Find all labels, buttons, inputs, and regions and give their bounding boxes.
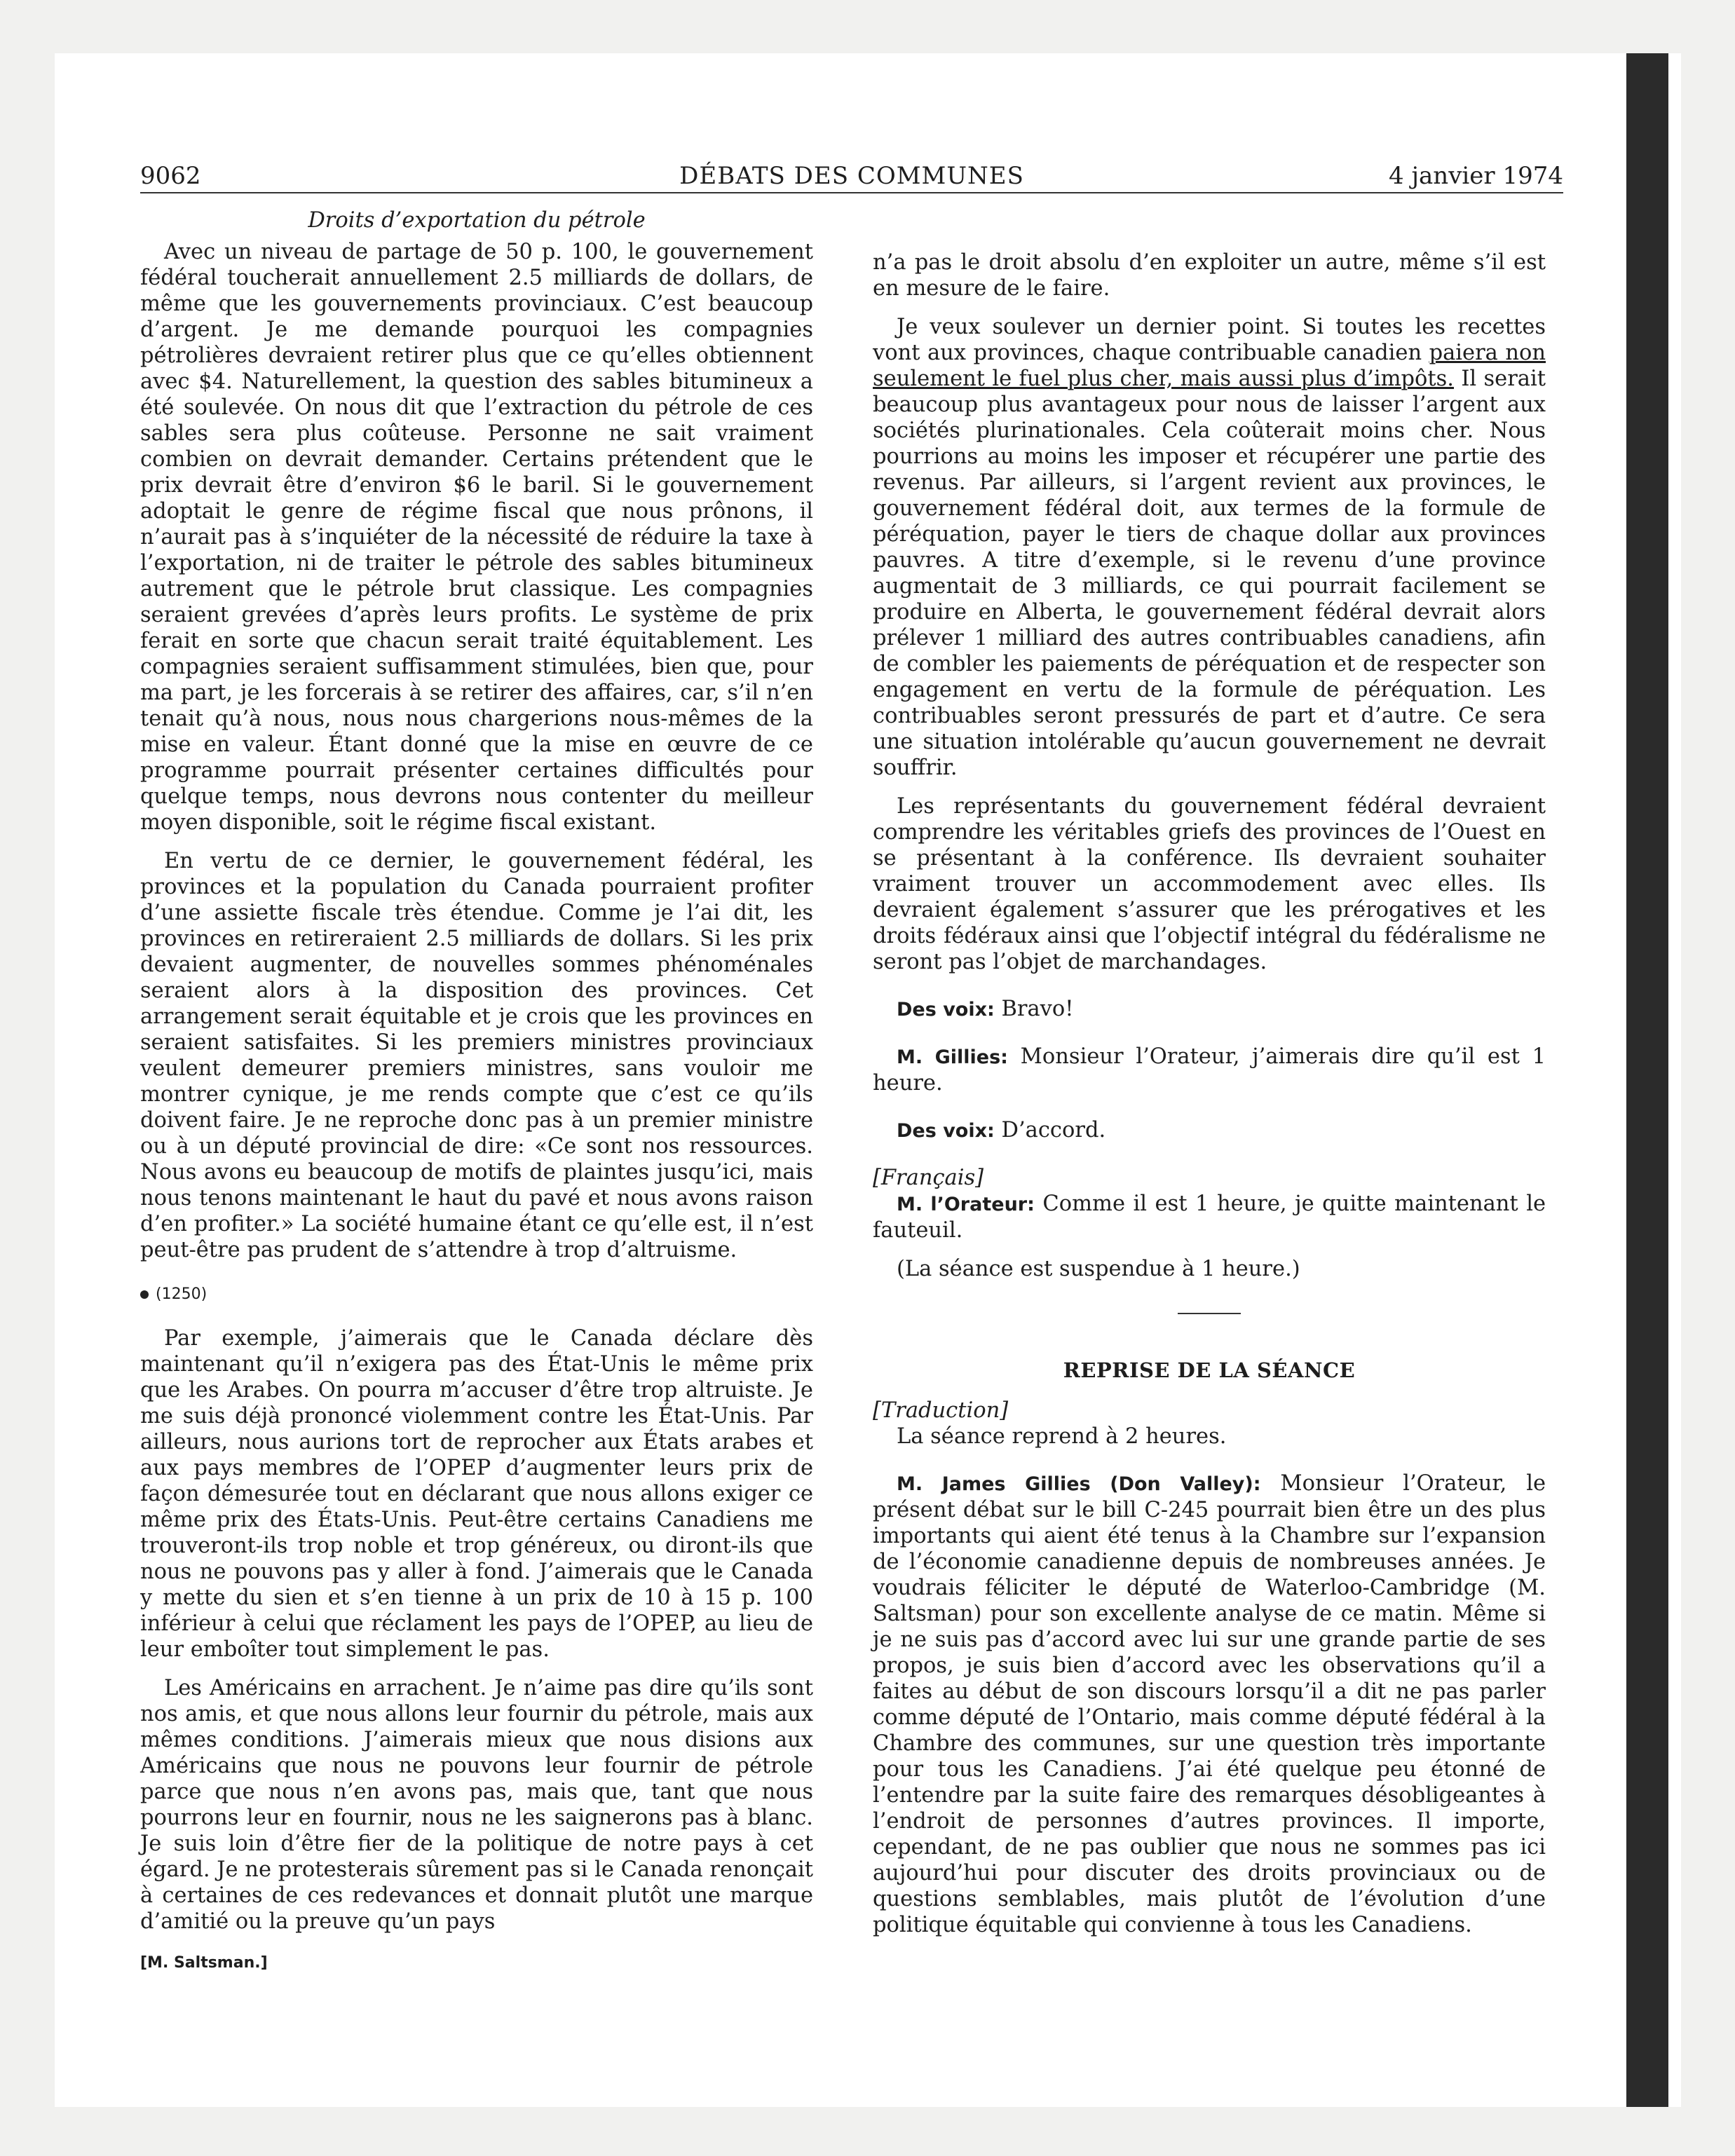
interjection-voices-1 bbox=[873, 996, 1546, 1023]
speech-text: Comme il est 1 heure, je quitte maintenant le fauteuil. bbox=[873, 1192, 1546, 1243]
section-title: Droits d’exportation du pétrole bbox=[308, 208, 646, 233]
right-column bbox=[873, 250, 1546, 1938]
left-paragraph-1: Avec un niveau de partage de 50 p. 100, le gouvernement fédéral toucherait annuellement 2.5 milliards de dollars, de même que les gouvernements provinciaux. C’est beaucoup d’argent. Je me demande pourquoi les compagnies pétrolières devraient retirer plus que ce qu’elles obtiennent avec $4. Naturellement, la question des sables bitumineux a été soulevée. On nous dit que l’extraction du pétrole de ces sables sera plus coûteuse. Personne ne sait vraiment combien on devrait demander. Certains prétendent que le prix devrait être d’environ $6 le baril. Si le gouvernement adoptait le genre de régime fiscal que nous prônons, il n’aurait pas à s’inquiéter de la nécessité de réduire la taxe à l’exportation, ni de traiter le pétrole des sables bitumineux autrement que le pétrole brut classique. Les compagnies seraient grevées d’après leurs profits. Le système de prix ferait en sorte que chacun serait traité équitablement. Les compagnies seraient suffisamment stimulées, bien que, pour ma part, je les forcerais à se retirer des affaires, car, s’il n’en tenait qu’à nous, nous nous chargerions nous-mêmes de la mise en valeur. Étant donné que la mise en œuvre de ce programme pourrait présenter certaines difficultés pour quelque temps, nous devrons nous contenter du meilleur moyen disponible, soit le régime fiscal existant. bbox=[140, 240, 813, 835]
bullet-icon bbox=[140, 1290, 149, 1299]
interjection-voices-2 bbox=[873, 1117, 1546, 1144]
scan-edge-bar bbox=[1626, 53, 1668, 2107]
right-paragraph-2-start: Je veux soulever un dernier point. Si toutes les recettes vont aux provinces, chaque contribuable canadien bbox=[873, 315, 1546, 365]
time-marker-text: (1250) bbox=[156, 1285, 207, 1303]
left-paragraph-4: Les Américains en arrachent. Je n’aime pas dire qu’ils sont nos amis, et que nous allons leur fournir du pétrole, mais aux mêmes conditions. J’aimerais mieux que nous disions aux Américains que nous ne pouvons leur fournir de pétrole parce que nous n’en avons pas, mais que, tant que nous pourrons leur en fournir, nous ne les saignerons pas à blanc. Je suis loin d’être fier de la politique de notre pays à cet égard. Je ne protesterais sûrement pas si le Canada renonçait à certaines de ces redevances et donnait plutôt une marque d’amitié ou la preuve qu’un pays bbox=[140, 1676, 813, 1934]
speech-text: Bravo! bbox=[994, 997, 1074, 1021]
speaker-reference: [M. Saltsman.] bbox=[140, 1954, 268, 1972]
speaker-name: Des voix: bbox=[897, 1120, 995, 1142]
speech-james-gillies bbox=[873, 1471, 1546, 1938]
speaker-name: M. l’Orateur: bbox=[897, 1194, 1035, 1215]
time-marker bbox=[140, 1281, 813, 1307]
language-tag-french: [Français] bbox=[873, 1166, 984, 1190]
speech-gillies bbox=[873, 1044, 1546, 1096]
left-paragraph-2: En vertu de ce dernier, le gouvernement fédéral, les provinces et la population du Canada pourraient profiter d’une assiette fiscale très étendue. Comme je l’ai dit, les provinces en retireraient 2.5 milliards de dollars. Si les prix devaient augmenter, de nouvelles sommes phénoménales seraient alors à la disposition des provinces. Cet arrangement serait équitable et je crois que les provinces en seraient satisfaites. Si les premiers ministres provinciaux veulent demeurer premiers ministres, sans vouloir me montrer cynique, je me rends compte que c’est ce qu’ils doivent faire. Je ne reproche donc pas à un premier ministre ou à un député provincial de dire: «Ce sont nos ressources. Nous avons eu beaucoup de motifs de plaintes jusqu’ici, mais nous tenons maintenant le haut du pavé et nous avons raison d’en profiter.» La société humaine étant ce qu’elle est, il n’est peut-être pas prudent de s’attendre à trop d’altruisme. bbox=[140, 849, 813, 1262]
left-column bbox=[140, 207, 813, 1976]
speaker-name: M. James Gillies (Don Valley): bbox=[897, 1473, 1261, 1495]
speech-text: Monsieur l’Orateur, j’aimerais dire qu’il est 1 heure. bbox=[873, 1044, 1546, 1096]
right-paragraph-1: n’a pas le droit absolu d’en exploiter un autre, même s’il est en mesure de le faire. bbox=[873, 250, 1546, 301]
right-paragraph-2-end: Il serait beaucoup plus avantageux pour nous de laisser l’argent aux sociétés plurinationales. Cela coûterait moins cher. Nous pourrions au moins les imposer et récupérer une partie des revenus. Par ailleurs, si l’argent revient aux provinces, le gouvernement fédéral doit, aux termes de la formule de péréquation, payer le tiers de chaque dollar aux provinces pauvres. A titre d’exemple, si le revenu d’une province augmentait de 3 milliards, ce qui pourrait facilement se produire en Alberta, le gouvernement fédéral devrait alors prélever 1 milliard des autres contribuables canadiens, afin de combler les paiements de péréquation et de respecter son engagement en vertu de la formule de péréquation. Les contribuables seront pressurés de part et d’autre. Ce sera une situation intolérable qu’aucun gouvernement ne devrait souffrir. bbox=[873, 367, 1546, 780]
speech-text: D’accord. bbox=[994, 1118, 1106, 1142]
right-paragraph-2 bbox=[873, 314, 1546, 781]
right-paragraph-3: Les représentants du gouvernement fédéral devraient comprendre les véritables griefs des provinces de l’Ouest en se présentant à la conférence. Ils devraient souhaiter vraiment trouver un accommodement avec elles. Ils devraient également s’assurer que les prérogatives et les droits fédéraux ainsi que l’objectif intégral du fédéralisme ne seront pas l’objet de marchandages. bbox=[873, 794, 1546, 974]
underlined-passage: paiera non seulement le fuel plus cher, mais aussi plus d’impôts. bbox=[873, 341, 1546, 391]
suspension-note: (La séance est suspendue à 1 heure.) bbox=[897, 1257, 1300, 1281]
speaker-name: M. Gillies: bbox=[897, 1046, 1008, 1068]
publication-title: DÉBATS DES COMMUNES bbox=[679, 162, 1024, 190]
language-tag-translation: [Traduction] bbox=[873, 1398, 1009, 1423]
page-number: 9062 bbox=[140, 162, 201, 190]
speaker-name: Des voix: bbox=[897, 999, 995, 1021]
speech-orateur bbox=[873, 1191, 1546, 1243]
page-date: 4 janvier 1974 bbox=[1389, 162, 1563, 190]
resume-note: La séance reprend à 2 heures. bbox=[897, 1424, 1227, 1449]
speech-text: Monsieur l’Orateur, le présent débat sur le bill C-245 pourrait bien être un des plus importants qui aient été tenus à la Chambre sur l’expansion de l’économie canadienne depuis de nombreuses années. Je voudrais féliciter le député de Waterloo-Cambridge (M. Saltsman) pour son excellente analyse de ce matin. Même si je ne suis pas d’accord avec lui sur une grande partie de ses propos, je suis bien d’accord avec les observations qu’il a faites au début de son discours lorsqu’il a dit ne pas parler comme député de l’Ontario, mais comme député fédéral à la Chambre des communes, sur une question très importante pour tous les Canadiens. J’ai été quelque peu étonné de l’entendre par la suite faire des remarques désobligeantes à l’endroit de personnes d’autres provinces. Il importe, cependant, de ne pas oublier que nous ne sommes pas ici aujourd’hui pour discuter des droits provinciaux ou de questions semblables, mais plutôt de l’évolution d’une politique équitable qui convienne à tous les Canadiens. bbox=[873, 1471, 1546, 1937]
section-divider bbox=[1178, 1313, 1241, 1314]
page-header bbox=[140, 160, 1563, 193]
left-paragraph-3: Par exemple, j’aimerais que le Canada déclare dès maintenant qu’il n’exigera pas des État-Unis le même prix que les Arabes. On pourra m’accuser d’être trop altruiste. Je me suis déjà prononcé violemment contre les État-Unis. Par ailleurs, nous aurions tort de reprocher aux États arabes et aux pays membres de l’OPEP d’augmenter leurs prix de façon démesurée tout en déclarant que nous allons exiger ce même prix des États-Unis. Peut-être certains Canadiens me trouveront-ils trop noble et trop généreux, ou diront-ils que nous ne pouvons pas y aller à fond. J’aimerais que le Canada y mette du sien et s’en tienne à un prix de 10 à 15 p. 100 inférieur à celui que réclament les pays de l’OPEP, au lieu de leur emboîter tout simplement le pas. bbox=[140, 1326, 813, 1662]
section-heading: REPRISE DE LA SÉANCE bbox=[1063, 1358, 1356, 1382]
